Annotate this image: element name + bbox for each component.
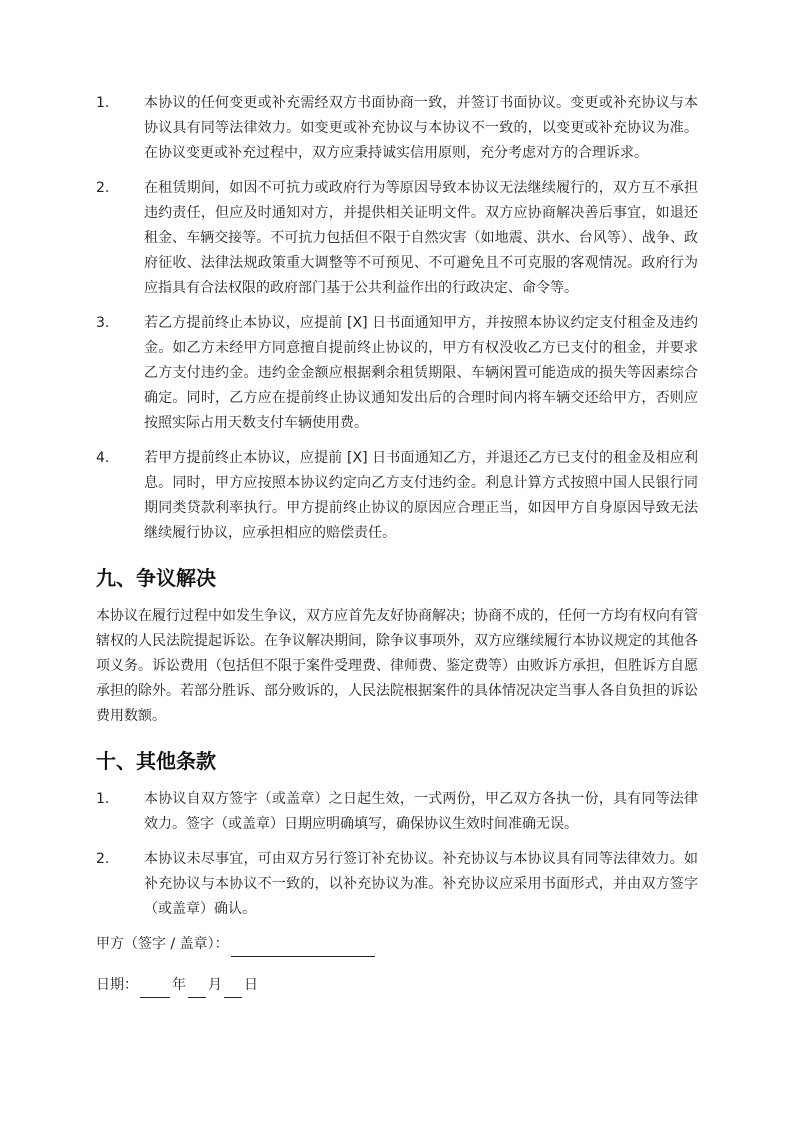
clause-item bbox=[96, 91, 698, 166]
clause-text: 本协议未尽事宜，可由双方另行签订补充协议。补充协议与本协议具有同等法律效力。如补充协议与本协议不一致的，以补充协议为准。补充协议应采用书面形式，并由双方签字（或盖章）确认。 bbox=[144, 851, 698, 917]
month-label: 月 bbox=[208, 977, 222, 993]
year-blank[interactable] bbox=[140, 981, 170, 998]
clause-number: 3. bbox=[96, 315, 110, 331]
clause-number: 4. bbox=[96, 450, 110, 466]
year-label: 年 bbox=[172, 977, 186, 993]
date-label: 日期： bbox=[96, 977, 138, 993]
day-label: 日 bbox=[244, 977, 258, 993]
clause-item bbox=[96, 787, 698, 837]
dispute-paragraph: 本协议在履行过程中如发生争议，双方应首先友好协商解决；协商不成的，任何一方均有权向有管辖权的人民法院提起诉讼。在争议解决期间，除争议事项外，双方应继续履行本协议规定的其他各项义务。诉讼费用（包括但不限于案件受理费、律师费、鉴定费等）由败诉方承担，但胜诉方自愿承担的除外。若部分胜诉、部分败诉的，人民法院根据案件的具体情况决定当事人各自负担的诉讼费用数额。 bbox=[96, 608, 698, 724]
party-a-signature-line bbox=[96, 932, 698, 957]
month-blank[interactable] bbox=[188, 981, 206, 998]
clause-item bbox=[96, 311, 698, 436]
clause-number: 1. bbox=[96, 95, 110, 111]
clause-text: 若甲方提前终止本协议，应提前 [X] 日书面通知乙方，并退还乙方已支付的租金及相应利息。同时，甲方应按照本协议约定向乙方支付违约金。利息计算方式按照中国人民银行同期同类贷款利率执行。甲方提前终止协议的原因应合理正当，如因甲方自身原因导致无法继续履行协议，应承担相应的赔偿责任。 bbox=[144, 450, 698, 541]
clause-text: 在租赁期间，如因不可抗力或政府行为等原因导致本协议无法继续履行的，双方互不承担违约责任，但应及时通知对方，并提供相关证明文件。双方应协商解决善后事宜，如退还租金、车辆交接等。不可抗力包括但不限于自然灾害（如地震、洪水、台风等）、战争、政府征收、法律法规政策重大调整等不可预见、不可避免且不可克服的客观情况。政府行为应指具有合法权限的政府部门基于公共利益作出的行政决定、命令等。 bbox=[144, 180, 698, 296]
day-blank[interactable] bbox=[224, 981, 242, 998]
clause-item bbox=[96, 847, 698, 922]
party-a-signature-blank[interactable] bbox=[231, 940, 375, 957]
section-heading-dispute: 九、争议解决 bbox=[96, 566, 216, 590]
clause-text: 本协议自双方签字（或盖章）之日起生效，一式两份，甲乙双方各执一份，具有同等法律效力。签字（或盖章）日期应明确填写，确保协议生效时间准确无误。 bbox=[144, 791, 698, 832]
clause-number: 2. bbox=[96, 180, 110, 196]
clause-number: 1. bbox=[96, 791, 110, 807]
clause-item bbox=[96, 446, 698, 546]
clause-text: 本协议的任何变更或补充需经双方书面协商一致，并签订书面协议。变更或补充协议与本协议具有同等法律效力。如变更或补充协议与本协议不一致的，以变更或补充协议为准。在协议变更或补充过程中，双方应秉持诚实信用原则，充分考虑对方的合理诉求。 bbox=[144, 95, 698, 161]
clause-text: 若乙方提前终止本协议，应提前 [X] 日书面通知甲方，并按照本协议约定支付租金及违约金。如乙方未经甲方同意擅自提前终止协议的，甲方有权没收乙方已支付的租金，并要求乙方支付违约金。违约金金额应根据剩余租赁期限、车辆闲置可能造成的损失等因素综合确定。同时，乙方应在提前终止协议通知发出后的合理时间内将车辆交还给甲方，否则应按照实际占用天数支付车辆使用费。 bbox=[144, 315, 698, 431]
party-a-label: 甲方（签字 / 盖章）： bbox=[96, 936, 229, 952]
date-line bbox=[96, 973, 698, 998]
section-heading-other-terms: 十、其他条款 bbox=[96, 749, 216, 773]
clause-number: 2. bbox=[96, 851, 110, 867]
clause-item bbox=[96, 176, 698, 301]
